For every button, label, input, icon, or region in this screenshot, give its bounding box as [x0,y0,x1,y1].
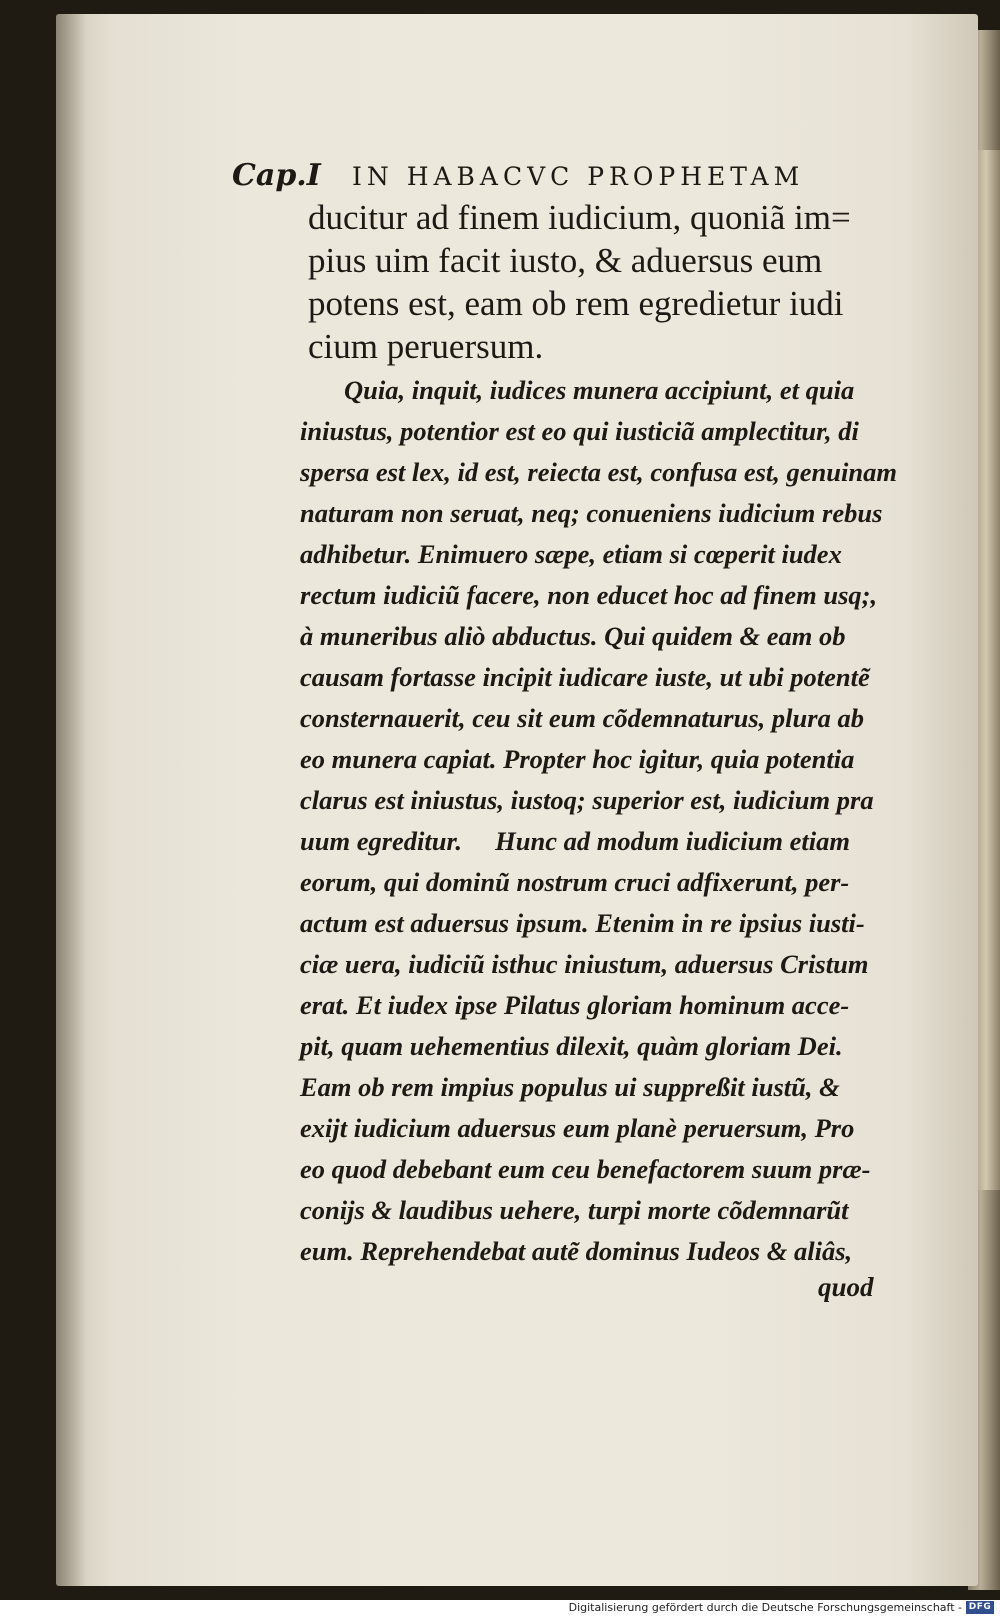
catchword: quod [818,1272,874,1302]
text-line: actum est aduersus ipsum. Etenim in re ipsius iusti- [300,908,865,938]
gutter-shadow [56,14,86,1586]
text-line: pius uim facit iusto, & aduersus eum [308,241,823,280]
digitization-credit: Digitalisierung gefördert durch die Deutsche Forschungsgemeinschaft - [568,1601,962,1614]
chapter-number: Cap.I [232,158,321,193]
text-line: consternauerit, ceu sit eum cõdemnaturus, plura ab [300,703,864,733]
text-line: ciæ uera, iudiciũ isthuc iniustum, aduersus Cristum [300,949,869,979]
text-line: eo quod debebant eum ceu benefactorem suum præ- [300,1154,871,1184]
commentary-text [300,370,900,1272]
text-line: clarus est iniustus, iustoq; superior est, iudicium pra [300,785,874,815]
text-line: Quia, inquit, iudices munera accipiunt, et quia [344,375,855,405]
text-line: eorum, qui dominũ nostrum cruci adfixerunt, per- [300,867,850,897]
running-head [232,158,892,198]
text-line: ducitur ad finem iudicium, quoniã im= [308,198,851,237]
text-line: exijt iudicium aduersus eum planè peruersum, Pro [300,1113,855,1143]
text-line: uum egreditur. Hunc ad modum iudicium etiam [300,826,850,856]
text-line: rectum iudiciũ facere, non educet hoc ad finem usq;, [300,580,878,610]
dfg-logo: DFG [966,1601,994,1614]
text-line: naturam non seruat, neq; conueniens iudicium rebus [300,498,883,528]
scripture-text [308,196,900,368]
text-line: cium peruersum. [308,327,544,366]
text-line: spersa est lex, id est, reiecta est, confusa est, genuinam [300,457,897,487]
text-line: conijs & laudibus uehere, turpi morte cõdemnarũt [300,1195,849,1225]
text-line: causam fortasse incipit iudicare iuste, ut ubi potentẽ [300,662,870,692]
text-line: eo munera capiat. Propter hoc igitur, quia potentia [300,744,855,774]
text-line: iniustus, potentior est eo qui iusticiã amplectitur, di [300,416,859,446]
text-line: à muneribus aliò abductus. Qui quidem & eam ob [300,621,846,651]
text-line: adhibetur. Enimuero sæpe, etiam si cœperit iudex [300,539,842,569]
text-line: potens est, eam ob rem egredietur iudi [308,284,844,323]
running-title: IN HABACVC PROPHETAM [352,162,805,191]
text-line: erat. Et iudex ipse Pilatus gloriam hominum acce- [300,990,850,1020]
text-line: eum. Reprehendebat autẽ dominus Iudeos & aliâs, [300,1236,853,1266]
text-line: pit, quam uehementius dilexit, quàm gloriam Dei. [300,1031,843,1061]
text-line: Eam ob rem impius populus ui suppreßit iustũ, & [300,1072,840,1102]
